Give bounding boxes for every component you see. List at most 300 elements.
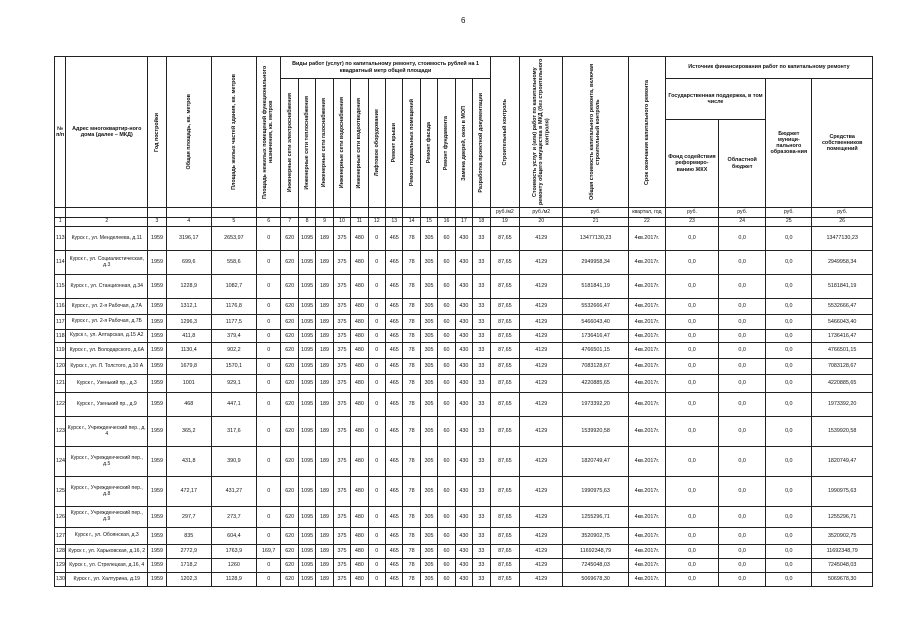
work-cost-cell: 1095 [298,573,315,587]
work-cost-cell: 465 [386,375,403,393]
construction-control-cell: 87,65 [490,227,520,251]
living-area-cell: 317,6 [211,417,256,447]
cost-per-m2-cell: 4129 [520,528,563,545]
work-cost-cell: 1095 [298,227,315,251]
work-cost-cell: 33 [473,393,490,417]
work-cost-cell: 33 [473,299,490,315]
work-cost-cell: 480 [351,417,368,447]
owners-cell: 1973392,20 [812,393,873,417]
regional-cell: 0,0 [719,359,766,375]
address-cell: Курск г., Узенький пр., д.9 [66,393,148,417]
total-area-cell: 1202,3 [166,573,211,587]
col-owners: Средства собственников помещений [812,79,873,208]
work-cost-cell: 480 [351,315,368,330]
col-work-roof: Ремонт крыши [386,79,403,208]
owners-cell: 4220885,65 [812,375,873,393]
work-cost-cell: 465 [386,227,403,251]
year-cell: 1959 [148,359,166,375]
address-cell: Курск г., Учрежденческий пер., д.5 [66,447,148,477]
work-cost-cell: 430 [455,477,472,507]
year-cell: 1959 [148,393,166,417]
work-cost-cell: 375 [333,417,350,447]
column-number: 10 [333,218,350,227]
work-cost-cell: 189 [316,299,333,315]
address-cell: Курск г., Узенький пр., д.3 [66,375,148,393]
total-area-cell: 431,8 [166,447,211,477]
cost-per-m2-cell: 4129 [520,573,563,587]
construction-control-cell: 87,65 [490,573,520,587]
work-cost-cell: 465 [386,573,403,587]
work-cost-cell: 60 [438,315,455,330]
address-cell: Курск г., ул. Социалистическая, д.3 [66,251,148,275]
work-cost-cell: 480 [351,251,368,275]
construction-control-cell: 87,65 [490,417,520,447]
table-row [55,343,873,359]
total-area-cell: 1228,9 [166,275,211,299]
regional-cell: 0,0 [719,545,766,559]
work-cost-cell: 0 [368,275,385,299]
municipal-cell: 0,0 [766,227,812,251]
living-area-cell: 1177,5 [211,315,256,330]
deadline-cell: 4кв.2017г. [628,330,665,343]
work-cost-cell: 305 [420,375,437,393]
work-cost-cell: 33 [473,477,490,507]
row-number: 125 [55,477,66,507]
fund-cell: 0,0 [665,559,718,573]
year-cell: 1959 [148,528,166,545]
premises-area-cell: 0 [256,330,281,343]
column-number: 5 [211,218,256,227]
regional-cell: 0,0 [719,315,766,330]
work-cost-cell: 78 [403,417,420,447]
year-cell: 1959 [148,330,166,343]
year-cell: 1959 [148,343,166,359]
work-cost-cell: 480 [351,477,368,507]
work-cost-cell: 33 [473,559,490,573]
col-work-design: Разработка проектной документации [473,79,490,208]
work-cost-cell: 189 [316,359,333,375]
col-work-foundation: Ремонт фундамента [438,79,455,208]
work-cost-cell: 78 [403,227,420,251]
work-cost-cell: 465 [386,545,403,559]
cost-per-m2-cell: 4129 [520,447,563,477]
work-cost-cell: 33 [473,330,490,343]
regional-cell: 0,0 [719,227,766,251]
owners-cell: 1255296,71 [812,507,873,528]
table-row [55,417,873,447]
work-cost-cell: 465 [386,559,403,573]
premises-area-cell: 0 [256,417,281,447]
municipal-cell: 0,0 [766,573,812,587]
work-cost-cell: 375 [333,393,350,417]
total-area-cell: 1312,1 [166,299,211,315]
work-cost-cell: 465 [386,299,403,315]
address-cell: Курск г., ул. Обоянская, д.3 [66,528,148,545]
municipal-cell: 0,0 [766,559,812,573]
col-municipal: Бюджет муници-пального образова-ния [766,79,812,208]
work-cost-cell: 465 [386,275,403,299]
fund-cell: 0,0 [665,315,718,330]
work-cost-cell: 1095 [298,375,315,393]
work-cost-cell: 465 [386,507,403,528]
total-cost-cell: 1973392,20 [563,393,629,417]
premises-area-cell: 0 [256,251,281,275]
work-cost-cell: 375 [333,573,350,587]
premises-area-cell: 0 [256,393,281,417]
work-cost-cell: 33 [473,359,490,375]
total-area-cell: 1296,3 [166,315,211,330]
work-cost-cell: 480 [351,393,368,417]
address-cell: Курск г., ул. Л. Толстого, д.10 А [66,359,148,375]
premises-area-cell: 0 [256,343,281,359]
work-cost-cell: 430 [455,417,472,447]
work-cost-cell: 465 [386,330,403,343]
column-number: 23 [665,218,718,227]
row-number: 123 [55,417,66,447]
col-work-sewer: Инженерные сети водоотведения [351,79,368,208]
units-row [55,208,873,218]
total-area-cell: 472,17 [166,477,211,507]
work-cost-cell: 1095 [298,393,315,417]
table-row [55,477,873,507]
deadline-cell: 4кв.2017г. [628,417,665,447]
work-cost-cell: 189 [316,573,333,587]
work-cost-cell: 60 [438,330,455,343]
premises-area-cell: 0 [256,447,281,477]
deadline-cell: 4кв.2017г. [628,359,665,375]
column-numbers-row [55,218,873,227]
col-total-cost: Общая стоимость капитального ремонта, включая строительный контроль [563,57,629,208]
col-work-lift: Лифтовое оборудование [368,79,385,208]
construction-control-cell: 87,65 [490,343,520,359]
work-cost-cell: 0 [368,447,385,477]
address-cell: Курск г., ул. Станционная, д.34 [66,275,148,299]
work-cost-cell: 78 [403,251,420,275]
work-cost-cell: 1095 [298,559,315,573]
work-cost-cell: 33 [473,545,490,559]
work-cost-cell: 620 [281,545,298,559]
cost-per-m2-cell: 4129 [520,299,563,315]
municipal-cell: 0,0 [766,299,812,315]
municipal-cell: 0,0 [766,275,812,299]
work-cost-cell: 189 [316,477,333,507]
total-cost-cell: 5532666,47 [563,299,629,315]
row-number: 129 [55,559,66,573]
work-cost-cell: 1095 [298,315,315,330]
total-area-cell: 3196,17 [166,227,211,251]
owners-cell: 1990975,63 [812,477,873,507]
deadline-cell: 4кв.2017г. [628,477,665,507]
work-cost-cell: 0 [368,528,385,545]
column-number: 8 [298,218,315,227]
fund-cell: 0,0 [665,477,718,507]
address-cell: Курск г., ул. Менделеева, д.11 [66,227,148,251]
total-cost-cell: 3520902,75 [563,528,629,545]
row-number: 121 [55,375,66,393]
work-cost-cell: 480 [351,275,368,299]
work-cost-cell: 60 [438,417,455,447]
total-area-cell: 411,8 [166,330,211,343]
table-row [55,251,873,275]
fund-cell: 0,0 [665,417,718,447]
col-work-electric: Инженерные сети электроснабжения [281,79,298,208]
year-cell: 1959 [148,315,166,330]
work-cost-cell: 480 [351,559,368,573]
work-cost-cell: 430 [455,393,472,417]
construction-control-cell: 87,65 [490,447,520,477]
work-cost-cell: 305 [420,417,437,447]
construction-control-cell: 87,65 [490,528,520,545]
work-cost-cell: 305 [420,507,437,528]
work-cost-cell: 0 [368,330,385,343]
work-cost-cell: 430 [455,275,472,299]
work-cost-cell: 1095 [298,343,315,359]
municipal-cell: 0,0 [766,330,812,343]
work-cost-cell: 375 [333,477,350,507]
column-number: 13 [386,218,403,227]
cost-per-m2-cell: 4129 [520,477,563,507]
work-cost-cell: 1095 [298,528,315,545]
deadline-cell: 4кв.2017г. [628,251,665,275]
work-cost-cell: 430 [455,559,472,573]
row-number: 128 [55,545,66,559]
table-body [55,227,873,587]
funding-group-header: Источник финансирования работ по капитальному ремонту [665,57,872,79]
work-cost-cell: 430 [455,299,472,315]
address-cell: Курск г., ул. 2-я Рабочая, д.7А [66,299,148,315]
construction-control-cell: 87,65 [490,393,520,417]
municipal-cell: 0,0 [766,359,812,375]
work-cost-cell: 0 [368,393,385,417]
address-cell: Курск г., ул. Алтарская, д.15 А2 [66,330,148,343]
work-cost-cell: 189 [316,393,333,417]
work-cost-cell: 0 [368,227,385,251]
work-cost-cell: 620 [281,330,298,343]
total-cost-cell: 1539920,58 [563,417,629,447]
column-number: 3 [148,218,166,227]
total-area-cell: 699,6 [166,251,211,275]
row-number: 127 [55,528,66,545]
work-cost-cell: 375 [333,545,350,559]
living-area-cell: 1570,1 [211,359,256,375]
column-number: 15 [420,218,437,227]
table-row [55,227,873,251]
cost-per-m2-cell: 4129 [520,330,563,343]
work-cost-cell: 1095 [298,417,315,447]
deadline-cell: 4кв.2017г. [628,528,665,545]
column-number: 9 [316,218,333,227]
work-cost-cell: 620 [281,375,298,393]
work-cost-cell: 430 [455,251,472,275]
work-cost-cell: 0 [368,477,385,507]
total-cost-cell: 11692348,79 [563,545,629,559]
fund-cell: 0,0 [665,251,718,275]
work-cost-cell: 33 [473,343,490,359]
work-cost-cell: 78 [403,275,420,299]
work-cost-cell: 33 [473,275,490,299]
table-row [55,315,873,330]
construction-control-cell: 87,65 [490,507,520,528]
living-area-cell: 2653,97 [211,227,256,251]
work-cost-cell: 33 [473,507,490,528]
deadline-cell: 4кв.2017г. [628,227,665,251]
work-cost-cell: 33 [473,375,490,393]
owners-cell: 13477130,23 [812,227,873,251]
work-cost-cell: 375 [333,447,350,477]
total-area-cell: 1130,4 [166,343,211,359]
living-area-cell: 1128,9 [211,573,256,587]
work-cost-cell: 78 [403,393,420,417]
column-number: 12 [368,218,385,227]
col-regional: Областной бюджет [719,120,766,208]
work-cost-cell: 60 [438,375,455,393]
work-cost-cell: 375 [333,559,350,573]
work-cost-cell: 33 [473,573,490,587]
cost-per-m2-cell: 4129 [520,251,563,275]
unit-cell: руб. [812,208,873,218]
regional-cell: 0,0 [719,275,766,299]
unit-cell: руб. [563,208,629,218]
work-cost-cell: 620 [281,393,298,417]
col-cost-per-m2: Стоимость услуг и (или) работ по капитальному ремонту общего имущества в МКД (без строительного контроля) [520,57,563,208]
work-cost-cell: 480 [351,573,368,587]
work-cost-cell: 60 [438,477,455,507]
work-cost-cell: 430 [455,315,472,330]
work-cost-cell: 78 [403,330,420,343]
work-cost-cell: 465 [386,251,403,275]
year-cell: 1959 [148,299,166,315]
work-cost-cell: 480 [351,545,368,559]
living-area-cell: 902,2 [211,343,256,359]
work-cost-cell: 0 [368,359,385,375]
work-cost-cell: 78 [403,545,420,559]
work-cost-cell: 375 [333,330,350,343]
work-cost-cell: 480 [351,375,368,393]
column-number: 6 [256,218,281,227]
work-cost-cell: 60 [438,393,455,417]
work-cost-cell: 78 [403,375,420,393]
living-area-cell: 1763,9 [211,545,256,559]
living-area-cell: 1260 [211,559,256,573]
work-cost-cell: 0 [368,545,385,559]
regional-cell: 0,0 [719,528,766,545]
column-number: 25 [766,218,812,227]
owners-cell: 5532666,47 [812,299,873,315]
column-number: 26 [812,218,873,227]
address-cell: Курск г., ул. 2-я Рабочая, д.7Б [66,315,148,330]
col-total-area: Общая площадь, кв. метров [166,57,211,208]
owners-cell: 11692348,79 [812,545,873,559]
work-cost-cell: 430 [455,330,472,343]
deadline-cell: 4кв.2017г. [628,545,665,559]
row-number: 114 [55,251,66,275]
total-area-cell: 297,7 [166,507,211,528]
work-cost-cell: 60 [438,447,455,477]
work-cost-cell: 375 [333,299,350,315]
fund-cell: 0,0 [665,275,718,299]
work-cost-cell: 480 [351,528,368,545]
cost-per-m2-cell: 4129 [520,507,563,528]
table-row [55,330,873,343]
work-cost-cell: 1095 [298,275,315,299]
year-cell: 1959 [148,251,166,275]
work-cost-cell: 305 [420,393,437,417]
work-cost-cell: 60 [438,275,455,299]
premises-area-cell: 0 [256,375,281,393]
work-cost-cell: 375 [333,375,350,393]
living-area-cell: 929,1 [211,375,256,393]
work-cost-cell: 430 [455,507,472,528]
work-cost-cell: 189 [316,417,333,447]
total-area-cell: 2772,9 [166,545,211,559]
column-number: 20 [520,218,563,227]
work-cost-cell: 1095 [298,447,315,477]
work-cost-cell: 480 [351,299,368,315]
work-cost-cell: 189 [316,343,333,359]
municipal-cell: 0,0 [766,393,812,417]
work-cost-cell: 33 [473,251,490,275]
table-row [55,573,873,587]
col-work-doors: Замена дверей, окон в МОП [455,79,472,208]
regional-cell: 0,0 [719,251,766,275]
total-cost-cell: 1820749,47 [563,447,629,477]
municipal-cell: 0,0 [766,528,812,545]
col-work-heating: Инженерные сети теплоснабжения [298,79,315,208]
cost-per-m2-cell: 4129 [520,227,563,251]
fund-cell: 0,0 [665,528,718,545]
work-cost-cell: 60 [438,507,455,528]
column-number: 16 [438,218,455,227]
owners-cell: 1736416,47 [812,330,873,343]
work-cost-cell: 0 [368,375,385,393]
total-cost-cell: 2949958,34 [563,251,629,275]
work-cost-cell: 305 [420,559,437,573]
work-cost-cell: 375 [333,227,350,251]
column-number: 11 [351,218,368,227]
work-cost-cell: 430 [455,343,472,359]
row-number: 116 [55,299,66,315]
cost-per-m2-cell: 4129 [520,375,563,393]
work-cost-cell: 430 [455,227,472,251]
row-number: 122 [55,393,66,417]
construction-control-cell: 87,65 [490,275,520,299]
address-cell: Курск г., Учрежденческий пер., д. 4 [66,417,148,447]
work-cost-cell: 430 [455,375,472,393]
premises-area-cell: 0 [256,359,281,375]
work-cost-cell: 78 [403,315,420,330]
column-number: 18 [473,218,490,227]
table-row [55,299,873,315]
regional-cell: 0,0 [719,299,766,315]
total-cost-cell: 13477130,23 [563,227,629,251]
work-cost-cell: 189 [316,528,333,545]
table-row [55,375,873,393]
column-number: 19 [490,218,520,227]
regional-cell: 0,0 [719,375,766,393]
work-cost-cell: 1095 [298,251,315,275]
work-cost-cell: 465 [386,417,403,447]
premises-area-cell: 0 [256,507,281,528]
owners-cell: 1820749,47 [812,447,873,477]
work-cost-cell: 375 [333,315,350,330]
regional-cell: 0,0 [719,559,766,573]
work-cost-cell: 60 [438,251,455,275]
cost-per-m2-cell: 4129 [520,359,563,375]
year-cell: 1959 [148,507,166,528]
deadline-cell: 4кв.2017г. [628,507,665,528]
work-cost-cell: 620 [281,251,298,275]
total-area-cell: 1718,2 [166,559,211,573]
